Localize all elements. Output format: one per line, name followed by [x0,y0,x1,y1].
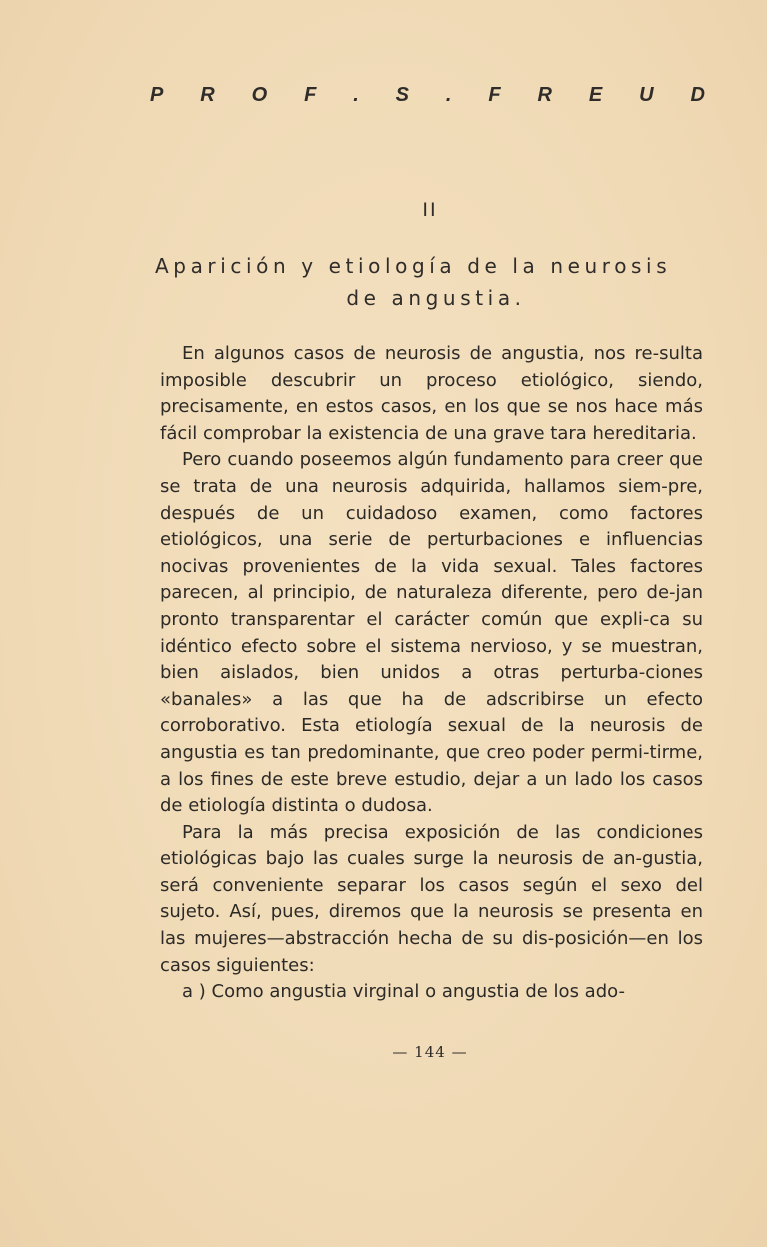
running-head-letter: E [588,84,603,106]
running-head-letter: . [353,84,359,106]
running-head-letter: F [304,84,317,106]
chapter-title [155,250,705,314]
running-head-letter: P [150,84,164,106]
page-number: — 144 — [392,1043,468,1061]
body-text [160,341,703,1006]
running-head-letter: U [639,84,654,106]
running-head [150,84,705,107]
running-head-letter: . [445,84,452,106]
paragraph: En algunos casos de neurosis de angustia, nos re-sulta imposible descubrir un proceso etiológico, siendo, precisamente, en estos casos, en los que se nos hace más fácil comprobar la existencia de una grave tara hereditaria. [160,343,703,444]
running-head-letter: O [251,84,268,106]
chapter-number: II [422,199,438,221]
paragraph: a ) Como angustia virginal o angustia de los ado- [182,981,625,1003]
running-head-letter: R [537,84,552,106]
chapter-title-line-1: Aparición y etiología de la neurosis [155,254,672,278]
running-head-letter: D [690,84,705,106]
running-head-letter: R [200,84,215,106]
paragraph: Para la más precisa exposición de las condiciones etiológicas bajo las cuales surge la neurosis de an-gustia, será conveniente separar los casos según el sexo del sujeto. Así, pues, diremos que la neurosis se presenta en las mujeres—abstracción hecha de su dis-posición—en los casos siguientes: [160,821,703,976]
paragraph: Pero cuando poseemos algún fundamento para creer que se trata de una neurosis adquirida, hallamos siem-pre, después de un cuidadoso examen, como factores etiológicos, una serie de perturbaciones e influencias nocivas provenientes de la vida sexual. Tales factores parecen, al principio, de naturaleza diferente, pero de-jan pronto transparentar el carácter común que expli-ca su idéntico efecto sobre el sistema nervioso, y se muestran, bien aislados, bien unidos a otras perturba-ciones «banales» a las que ha de adscribirse un efecto corroborativo. Esta etiología sexual de la neurosis de angustia es tan predominante, que creo poder permi-tirme, a los fines de este breve estudio, dejar a un lado los casos de etiología distinta o dudosa. [160,449,703,817]
running-head-letter: S [395,84,410,106]
chapter-title-line-2: de angustia. [346,286,526,310]
running-head-letter: F [488,84,501,106]
